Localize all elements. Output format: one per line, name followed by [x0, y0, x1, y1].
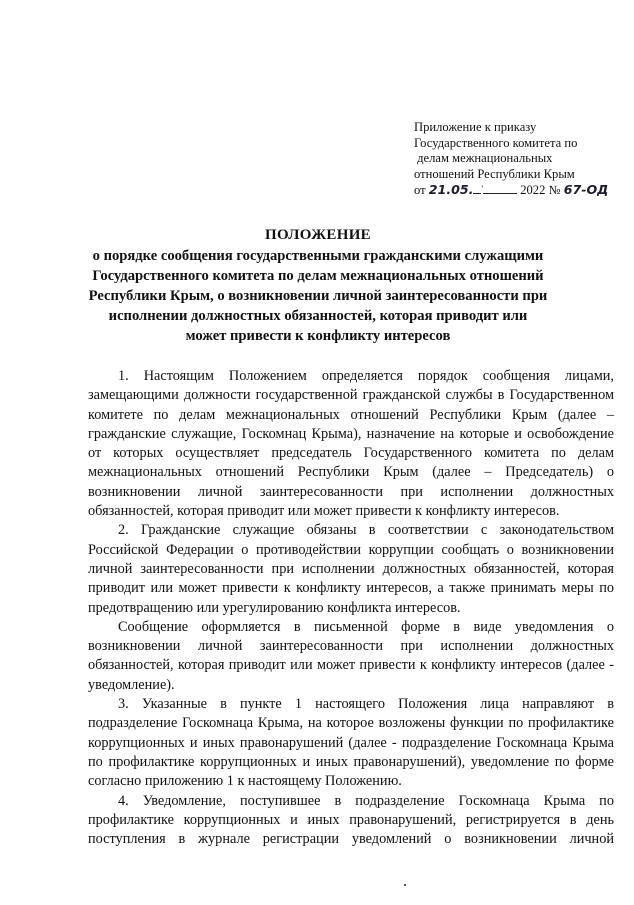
handwritten-number: 67-ОД — [563, 182, 609, 198]
appendix-line-1: Приложение к приказу — [414, 120, 537, 134]
paragraph-1: 1. Настоящим Положением определяется порядок сообщения лицами, замещающими должности государственной гражданской службы в Государственном комитете по делам межнациональных отношений Республики Крым (далее – гражданские служащие, Госкомнац Крыма), назначение на которые и освобождение от которых осуществляет председатель Государственного комитета по делам межнациональных отношений Республики Крым (далее – Председатель) о возникновении личной заинтересованности при исполнении должностных обязанностей, которая приводит или может привести к конфликту интересов. — [88, 368, 614, 520]
year-and-number-label: 2022 № — [520, 183, 561, 198]
document-body — [88, 367, 614, 849]
document-title-block — [88, 225, 548, 346]
date-prefix: от — [414, 183, 426, 198]
appendix-header — [414, 120, 624, 199]
paragraph-2: 2. Гражданские служащие обязаны в соответствии с законодательством Российской Федерации о противодействии коррупции сообщать о возникновении личной заинтересованности при исполнении должностных обязанностей, которая приводит или может привести к конфликту интересов, а также принимать меры по предотвращению или урегулированию конфликта интересов. — [88, 522, 614, 616]
scan-speck — [404, 884, 406, 886]
appendix-date-line — [414, 182, 624, 199]
paragraph-3: 3. Указанные в пункте 1 настоящего Положения лица направляют в подразделение Госкомнаца Крыма, на которое возложены функции по профилактике коррупционных и иных правонарушений (далее - подразделение Госкомнаца Крыма по профилактике коррупционных и иных правонарушений), уведомление по форме согласно приложению 1 к настоящему Положению. — [88, 696, 614, 790]
paragraph-2-continued: Сообщение оформляется в письменной форме в виде уведомления о возникновении личной заинтересованности при исполнении должностных обязанностей, которая приводит или может привести к конфликту интересов (далее - уведомление). — [88, 618, 614, 693]
document-subtitle: о порядке сообщения государственными гражданскими служащими Государственного комитета по делам межнациональных отношений Республики Крым, о возникновении личной заинтересованности при исполнении должностных обязанностей, которая приводит или может привести к конфликту интересов — [88, 248, 548, 344]
appendix-line-3: делам межнациональных — [414, 151, 553, 166]
handwritten-date: 21.05. — [428, 182, 474, 198]
document-title: ПОЛОЖЕНИЕ — [265, 227, 371, 243]
appendix-line-4: отношений Республики Крым — [414, 166, 575, 181]
date-tick: ' — [481, 184, 484, 195]
paragraph-4: 4. Уведомление, поступившее в подразделение Госкомнаца Крыма по профилактике коррупционных и иных правонарушений, регистрируется в день поступления в журнале регистрации уведомлений о возникновении личной — [88, 792, 614, 848]
date-blank-line-2 — [483, 182, 517, 194]
appendix-line-2: Государственного комитета по — [414, 135, 578, 150]
